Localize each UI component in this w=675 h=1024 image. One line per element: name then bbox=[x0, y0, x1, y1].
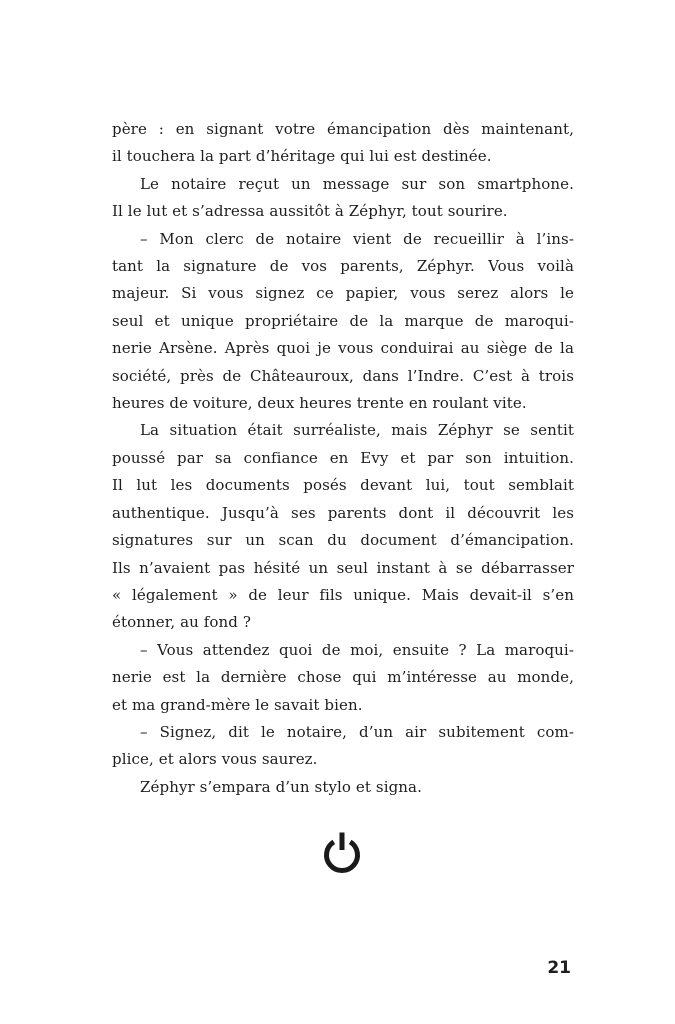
text-line: majeur. Si vous signez ce papier, vous serez alors le bbox=[112, 284, 574, 303]
text-line: – Vous attendez quoi de moi, ensuite ? La maroqui- bbox=[140, 640, 574, 659]
page-number: 21 bbox=[547, 958, 571, 978]
text-line: tant la signature de vos parents, Zéphyr. Vous voilà bbox=[112, 257, 574, 276]
text-line: Il le lut et s’adressa aussitôt à Zéphyr, tout sourire. bbox=[112, 202, 508, 221]
text-line: Il lut les documents posés devant lui, tout semblait bbox=[112, 476, 574, 495]
text-line: « légalement » de leur fils unique. Mais devait-il s’en bbox=[112, 585, 574, 604]
text-line: poussé par sa confiance en Evy et par son intuition. bbox=[112, 448, 574, 467]
text-line: étonner, au fond ? bbox=[112, 613, 252, 632]
text-line: seul et unique propriétaire de la marque de maroqui- bbox=[112, 311, 574, 330]
text-line: nerie est la dernière chose qui m’intéresse au monde, bbox=[112, 668, 574, 687]
text-line: Le notaire reçut un message sur son smartphone. bbox=[140, 174, 574, 193]
page-text bbox=[112, 116, 574, 801]
text-line: Ils n’avaient pas hésité un seul instant à se débarrasser bbox=[112, 558, 574, 577]
power-icon bbox=[320, 830, 364, 874]
text-line: société, près de Châteauroux, dans l’Indre. C’est à trois bbox=[112, 366, 574, 385]
text-line: Zéphyr s’empara d’un stylo et signa. bbox=[140, 777, 422, 796]
text-line: heures de voiture, deux heures trente en roulant vite. bbox=[112, 394, 527, 413]
text-line: signatures sur un scan du document d’émancipation. bbox=[112, 531, 574, 550]
text-line: plice, et alors vous saurez. bbox=[112, 750, 318, 769]
text-line: père : en signant votre émancipation dès maintenant, bbox=[112, 120, 574, 138]
text-line: authentique. Jusqu’à ses parents dont il découvrit les bbox=[112, 503, 574, 522]
text-line: – Signez, dit le notaire, d’un air subitement com- bbox=[140, 722, 574, 741]
text-line: La situation était surréaliste, mais Zéphyr se sentit bbox=[140, 421, 574, 440]
text-line: nerie Arsène. Après quoi je vous conduirai au siège de la bbox=[112, 339, 574, 358]
text-line: il touchera la part d’héritage qui lui est destinée. bbox=[112, 147, 492, 166]
text-line: et ma grand-mère le savait bien. bbox=[112, 695, 363, 714]
text-line: – Mon clerc de notaire vient de recueillir à l’ins- bbox=[140, 229, 574, 248]
